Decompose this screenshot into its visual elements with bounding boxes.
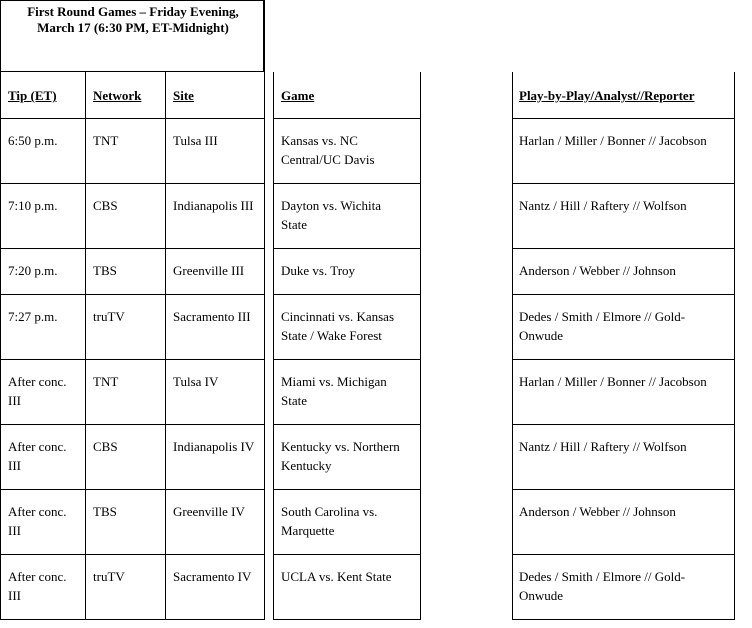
- cell-network: TBS: [93, 263, 117, 278]
- row-divider: [512, 424, 735, 425]
- column-divider: [165, 72, 166, 620]
- row-divider: [0, 424, 265, 425]
- cell-game: [281, 261, 355, 280]
- cell-crew: [519, 261, 676, 280]
- cell-site: Tulsa IV: [173, 374, 219, 389]
- cell-line: State: [281, 217, 307, 232]
- row-divider: [512, 554, 735, 555]
- cell-network: truTV: [93, 309, 125, 324]
- cell-line: UCLA vs. Kent State: [281, 569, 392, 584]
- cell-tip: [8, 131, 57, 150]
- cell-tip: [8, 372, 66, 410]
- row-divider: [273, 489, 421, 490]
- cell-game: [281, 372, 387, 410]
- row-divider: [0, 183, 265, 184]
- row-divider: [0, 248, 265, 249]
- cell-line: Anderson / Webber // Johnson: [519, 263, 676, 278]
- cell-network: CBS: [93, 439, 118, 454]
- row-divider: [273, 183, 421, 184]
- title-line-2: March 17 (6:30 PM, ET-Midnight): [37, 20, 229, 35]
- column-divider: [273, 72, 274, 620]
- row-divider: [273, 619, 421, 620]
- row-divider: [512, 183, 735, 184]
- row-divider: [512, 619, 735, 620]
- header-tip: Tip (ET): [8, 88, 57, 103]
- row-divider: [512, 248, 735, 249]
- cell-game: [281, 502, 377, 540]
- cell-network: TNT: [93, 133, 119, 148]
- cell-game: [281, 307, 394, 345]
- row-divider: [512, 359, 735, 360]
- cell-site: Indianapolis III: [173, 198, 254, 213]
- title-box: [0, 0, 264, 72]
- cell-tip: [8, 502, 66, 540]
- row-divider: [273, 424, 421, 425]
- cell-line: III: [8, 393, 21, 408]
- column-divider: [85, 72, 86, 620]
- cell-line: South Carolina vs.: [281, 504, 378, 519]
- cell-line: III: [8, 523, 21, 538]
- column-divider: [264, 0, 265, 620]
- cell-line: Kansas vs. NC: [281, 133, 358, 148]
- cell-line: 7:27 p.m.: [8, 309, 58, 324]
- cell-line: After conc.: [8, 439, 67, 454]
- cell-line: State / Wake Forest: [281, 328, 382, 343]
- cell-line: After conc.: [8, 374, 67, 389]
- row-divider: [273, 118, 421, 119]
- row-divider: [0, 489, 265, 490]
- cell-site: Sacramento IV: [173, 569, 252, 584]
- cell-line: Kentucky vs. Northern: [281, 439, 400, 454]
- cell-line: Cincinnati vs. Kansas: [281, 309, 395, 324]
- row-divider: [0, 294, 265, 295]
- cell-game: [281, 196, 381, 234]
- cell-line: III: [8, 588, 21, 603]
- cell-line: State: [281, 393, 307, 408]
- cell-line: After conc.: [8, 504, 67, 519]
- title-line-1: First Round Games – Friday Evening,: [27, 4, 239, 19]
- cell-line: III: [8, 458, 21, 473]
- cell-line: Onwude: [519, 328, 564, 343]
- cell-line: After conc.: [8, 569, 67, 584]
- cell-game: [281, 437, 400, 475]
- cell-line: Marquette: [281, 523, 335, 538]
- cell-line: 7:20 p.m.: [8, 263, 58, 278]
- row-divider: [273, 294, 421, 295]
- cell-line: Harlan / Miller / Bonner // Jacobson: [519, 133, 707, 148]
- row-divider: [512, 489, 735, 490]
- row-divider: [0, 554, 265, 555]
- cell-site: Greenville IV: [173, 504, 245, 519]
- row-divider: [0, 118, 265, 119]
- cell-game: [281, 131, 375, 169]
- cell-site: Tulsa III: [173, 133, 218, 148]
- row-divider: [512, 294, 735, 295]
- cell-line: Nantz / Hill / Raftery // Wolfson: [519, 198, 687, 213]
- schedule-title: [1, 4, 265, 36]
- cell-network: CBS: [93, 198, 118, 213]
- cell-line: Dedes / Smith / Elmore // Gold-: [519, 309, 686, 324]
- row-divider: [0, 359, 265, 360]
- cell-line: Dayton vs. Wichita: [281, 198, 381, 213]
- cell-line: Kentucky: [281, 458, 332, 473]
- cell-line: 7:10 p.m.: [8, 198, 58, 213]
- cell-line: 6:50 p.m.: [8, 133, 58, 148]
- header-site: Site: [173, 88, 194, 103]
- cell-line: Harlan / Miller / Bonner // Jacobson: [519, 374, 707, 389]
- cell-network: truTV: [93, 569, 125, 584]
- cell-network: TNT: [93, 374, 119, 389]
- column-divider: [734, 72, 735, 620]
- row-divider: [273, 248, 421, 249]
- cell-crew: [519, 196, 687, 215]
- cell-tip: [8, 196, 57, 215]
- cell-crew: [519, 307, 685, 345]
- cell-tip: [8, 261, 57, 280]
- cell-site: Sacramento III: [173, 309, 251, 324]
- header-network: Network: [93, 88, 142, 103]
- cell-game: [281, 567, 392, 586]
- row-divider: [0, 619, 265, 620]
- cell-line: Central/UC Davis: [281, 152, 375, 167]
- cell-tip: [8, 307, 57, 326]
- column-divider: [420, 72, 421, 620]
- cell-crew: [519, 567, 685, 605]
- cell-line: Duke vs. Troy: [281, 263, 356, 278]
- header-game: Game: [281, 88, 315, 103]
- cell-line: Nantz / Hill / Raftery // Wolfson: [519, 439, 687, 454]
- cell-crew: [519, 372, 707, 391]
- cell-site: Indianapolis IV: [173, 439, 255, 454]
- row-divider: [273, 554, 421, 555]
- cell-network: TBS: [93, 504, 117, 519]
- column-divider: [0, 72, 1, 620]
- cell-line: Dedes / Smith / Elmore // Gold-: [519, 569, 686, 584]
- cell-crew: [519, 131, 707, 150]
- cell-line: Miami vs. Michigan: [281, 374, 387, 389]
- cell-site: Greenville III: [173, 263, 245, 278]
- cell-crew: [519, 502, 676, 521]
- cell-tip: [8, 567, 66, 605]
- column-divider: [512, 72, 513, 620]
- cell-crew: [519, 437, 687, 456]
- row-divider: [273, 359, 421, 360]
- cell-line: Anderson / Webber // Johnson: [519, 504, 676, 519]
- header-crew: Play-by-Play/Analyst//Reporter: [519, 88, 695, 103]
- cell-line: Onwude: [519, 588, 564, 603]
- cell-tip: [8, 437, 66, 475]
- row-divider: [512, 118, 735, 119]
